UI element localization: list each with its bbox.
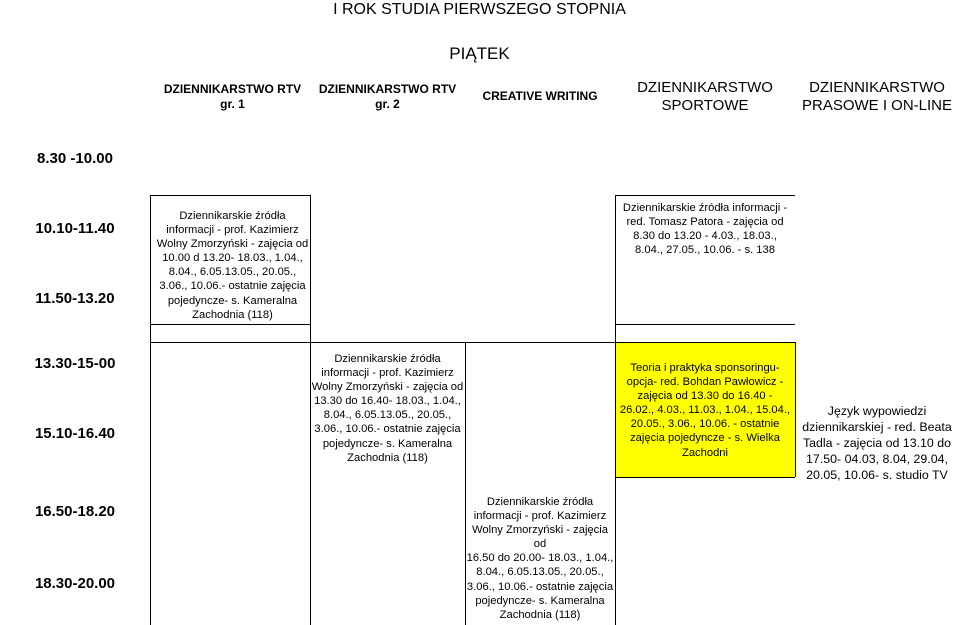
time-slot-label: 16.50-18.20 bbox=[34, 503, 116, 520]
cell-line: pojedyncze- s. Kameralna bbox=[322, 437, 453, 450]
cell-line: 8.04., 6.05.13.05., 20.05., bbox=[323, 409, 452, 422]
grid-line bbox=[150, 195, 151, 625]
cell-line: Tadla - zajęcia od 13.10 do bbox=[802, 436, 952, 450]
cell-line: pojedyncze- s. Kameralna bbox=[475, 594, 605, 607]
column-header-prasowe bbox=[795, 79, 959, 115]
column-header-line: gr. 2 bbox=[375, 97, 400, 111]
grid-line bbox=[615, 324, 795, 325]
cell-line: 20.05., 3.06., 10.06. - ostatnie bbox=[630, 418, 780, 431]
time-slot-label: 13.30-15-00 bbox=[34, 355, 116, 372]
column-header-creative-writing bbox=[465, 89, 615, 104]
time-slot-label: 18.30-20.00 bbox=[34, 575, 116, 592]
grid-line bbox=[150, 342, 795, 343]
column-header-sportowe bbox=[615, 79, 795, 115]
cell-line: pojedyncze- s. Kameralna bbox=[167, 294, 298, 307]
cell-line: opcja- red. Bohdan Pawłowicz - bbox=[626, 376, 784, 389]
column-header-line: CREATIVE WRITING bbox=[482, 89, 598, 103]
column-header-line: PRASOWE I ON-LINE bbox=[801, 97, 953, 114]
day-heading: PIĄTEK bbox=[449, 44, 510, 63]
column-header-line: DZIENNIKARSTWO RTV bbox=[318, 82, 457, 96]
cell-line: 3.06., 10.06.- ostatnie zajęcia bbox=[314, 423, 461, 436]
column-header-rtv-gr2 bbox=[310, 82, 465, 112]
cell-line: dziennikarskiej - red. Beata bbox=[802, 420, 952, 434]
cell-line: Dziennikarskie źródła bbox=[334, 353, 441, 365]
cell-line: 20.05, 10.06- s. studio TV bbox=[806, 468, 948, 482]
page-title: I ROK STUDIA PIERWSZEGO STOPNIA bbox=[333, 1, 626, 18]
cell-line: Zachodnia (118) bbox=[192, 308, 273, 321]
cell-line: informacji - prof. Kazimierz bbox=[166, 224, 299, 237]
cell-line: zajęcia od 13.30 do 16.40 - bbox=[637, 390, 773, 403]
cell-line: 8.30 do 13.20 - 4.03., 18.03., bbox=[633, 230, 777, 243]
cell-line: Zachodni bbox=[681, 446, 729, 459]
cell-line: 13.30 do 16.40- 18.03., 1.04., bbox=[314, 395, 461, 408]
cell-line: Wolny Zmorzyński - zajęcia od bbox=[311, 381, 464, 394]
column-header-line: gr. 1 bbox=[220, 97, 245, 111]
grid-line bbox=[150, 324, 310, 325]
cell-line: informacji - prof. Kazimierz bbox=[321, 367, 454, 380]
time-slot-label: 10.10-11.40 bbox=[35, 220, 115, 237]
cell-line: Dziennikarskie źródła bbox=[486, 496, 594, 508]
cell-line: 3.06., 10.06.- ostatnie zajęcia bbox=[466, 580, 614, 593]
cell-line: 8.04., 27.05., 10.06. - s. 138 bbox=[635, 244, 775, 257]
time-slot-label: 8.30 -10.00 bbox=[37, 150, 113, 167]
cell-line: 3.06., 10.06.- ostatnie zajęcia bbox=[159, 280, 306, 293]
grid-line bbox=[150, 195, 310, 196]
column-header-line: DZIENNIKARSTWO bbox=[637, 79, 773, 96]
class-cell-rtv1-morning bbox=[155, 209, 310, 322]
class-cell-creative-evening bbox=[465, 495, 615, 622]
cell-line: 26.02., 4.03., 11.03., 1.04., 15.04., bbox=[619, 404, 791, 417]
cell-line: 8.04., 6.05.13.05., 20.05., bbox=[476, 566, 604, 579]
cell-line: 10.00 d 13.20- 18.03., 1.04., bbox=[162, 252, 303, 265]
grid-line bbox=[615, 477, 795, 478]
grid-line bbox=[615, 195, 795, 196]
class-cell-rtv2-afternoon bbox=[310, 352, 465, 465]
cell-line: Dziennikarskie źródła informacji - bbox=[622, 202, 788, 214]
cell-line: Język wypowiedzi bbox=[827, 404, 927, 418]
cell-line: 16.50 do 20.00- 18.03., 1.04., bbox=[466, 552, 614, 565]
cell-line: zajęcia pojedyncze - s. Wielka bbox=[630, 432, 780, 445]
cell-line: red. Tomasz Patora - zajęcia od bbox=[626, 216, 784, 229]
column-header-rtv-gr1 bbox=[155, 82, 310, 112]
cell-line: 17.50- 04.03, 8.04, 29.04, bbox=[806, 452, 948, 466]
cell-line: Wolny Zmorzyński - zajęcia od bbox=[472, 524, 608, 551]
column-header-line: DZIENNIKARSTWO RTV bbox=[163, 82, 302, 96]
cell-line: Dziennikarskie źródła bbox=[179, 210, 286, 222]
cell-line: 8.04., 6.05.13.05., 20.05., bbox=[168, 266, 297, 279]
cell-line: Zachodnia (118) bbox=[347, 451, 428, 464]
cell-line: Zachodnia (118) bbox=[499, 608, 581, 621]
cell-line: Teoria i praktyka sponsoringu- bbox=[630, 362, 780, 374]
time-slot-label: 15.10-16.40 bbox=[34, 425, 116, 442]
class-cell-sport-afternoon bbox=[615, 361, 795, 460]
column-header-line: SPORTOWE bbox=[661, 97, 749, 114]
time-slot-label: 11.50-13.20 bbox=[35, 290, 115, 307]
class-cell-sport-morning bbox=[615, 201, 795, 257]
column-header-line: DZIENNIKARSTWO bbox=[809, 79, 945, 96]
cell-line: Wolny Zmorzyński - zajęcia od bbox=[156, 238, 309, 251]
class-cell-prasowe-afternoon bbox=[795, 403, 959, 483]
cell-line: informacji - prof. Kazimierz bbox=[473, 510, 607, 523]
